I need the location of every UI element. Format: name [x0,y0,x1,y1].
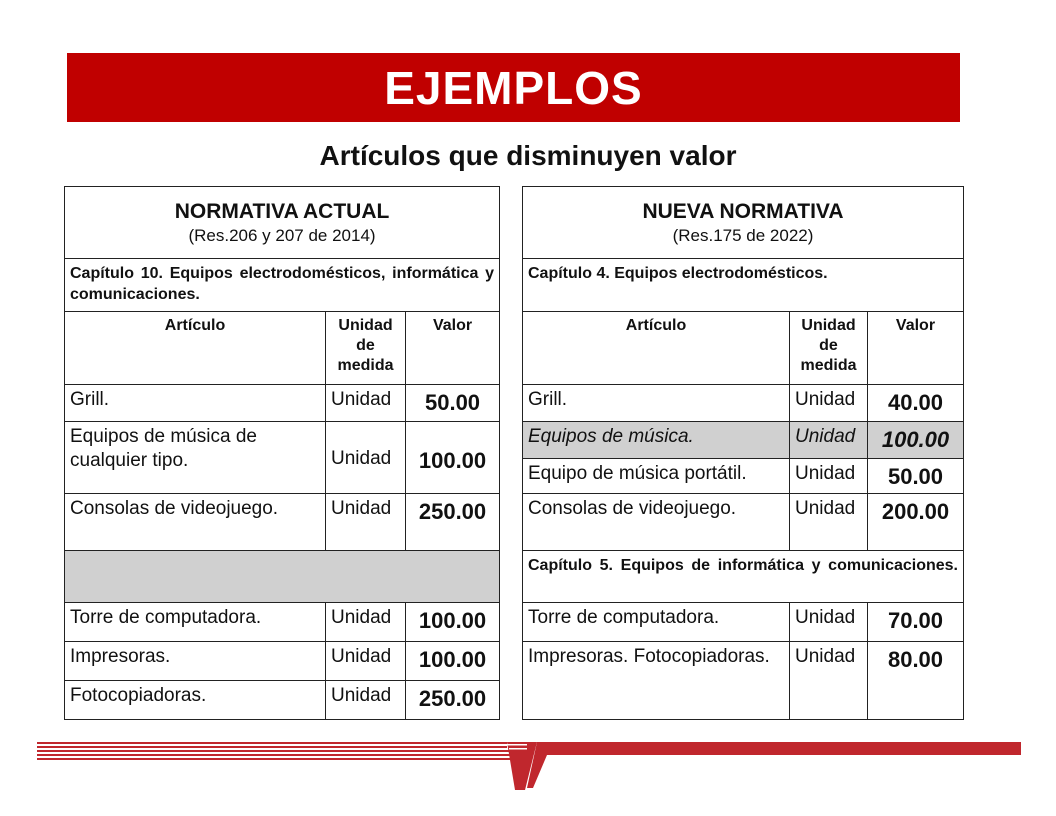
col-articulo: Artículo [523,312,790,385]
cell-valor: 250.00 [406,681,500,720]
table-header [65,187,500,259]
cell-valor: 100.00 [406,422,500,494]
page-subtitle: Artículos que disminuyen valor [319,140,737,171]
table-row [523,385,964,422]
table-resolution: (Res.206 y 207 de 2014) [188,225,376,245]
chapter-heading: Capítulo 10. Equipos electrodomésticos, informática y comunicaciones. [65,259,500,312]
col-valor: Valor [406,312,500,385]
col-unidad: Unidad de medida [790,312,868,385]
cell-unidad: Unidad [326,494,406,551]
cell-articulo: Impresoras. [65,642,326,681]
cell-articulo: Equipos de música. [523,422,790,459]
cell-valor: 200.00 [868,494,964,551]
table-row [65,385,500,422]
cell-unidad: Unidad [326,642,406,681]
cell-unidad: Unidad [790,642,868,720]
col-unidad: Unidad de medida [326,312,406,385]
cell-articulo: Grill. [523,385,790,422]
table-row-highlighted [523,422,964,459]
cell-valor: 100.00 [868,422,964,459]
table-title: NORMATIVA ACTUAL [174,199,390,223]
table-row [65,642,500,681]
cell-valor: 50.00 [868,459,964,494]
cell-unidad: Unidad [326,422,406,494]
footer-stripes-decoration [37,742,1021,792]
table-row [65,494,500,551]
table-normativa-actual [64,186,500,720]
cell-valor: 100.00 [406,603,500,642]
table-row [523,642,964,720]
table-row [65,681,500,720]
cell-unidad: Unidad [326,681,406,720]
cell-articulo: Equipos de música de cualquier tipo. [65,422,326,494]
cell-articulo: Grill. [65,385,326,422]
table-header [523,187,964,259]
table-row [523,494,964,551]
cell-unidad: Unidad [790,459,868,494]
col-valor: Valor [868,312,964,385]
cell-unidad: Unidad [790,494,868,551]
cell-articulo: Fotocopiadoras. [65,681,326,720]
chapter-heading-2: Capítulo 5. Equipos de informática y comunicaciones. [523,551,964,603]
cell-articulo: Consolas de videojuego. [65,494,326,551]
cell-valor: 100.00 [406,642,500,681]
table-row [65,603,500,642]
cell-valor: 250.00 [406,494,500,551]
chapter-heading: Capítulo 4. Equipos electrodomésticos. [523,259,964,312]
table-row [523,603,964,642]
cell-articulo: Consolas de videojuego. [523,494,790,551]
cell-valor: 80.00 [868,642,964,720]
cell-articulo: Impresoras. Fotocopiadoras. [523,642,790,720]
banner-title: EJEMPLOS [384,61,643,114]
title-banner [67,53,960,122]
table-row [65,422,500,494]
cell-unidad: Unidad [790,385,868,422]
cell-articulo: Torre de computadora. [523,603,790,642]
table-row [523,459,964,494]
cell-unidad: Unidad [326,603,406,642]
cell-valor: 40.00 [868,385,964,422]
col-articulo: Artículo [65,312,326,385]
table-title: NUEVA NORMATIVA [642,199,844,223]
table-resolution: (Res.175 de 2022) [672,225,814,245]
cell-valor: 70.00 [868,603,964,642]
cell-articulo: Torre de computadora. [65,603,326,642]
empty-gray-row [65,551,500,603]
cell-articulo: Equipo de música portátil. [523,459,790,494]
table-nueva-normativa [522,186,964,720]
cell-unidad: Unidad [790,422,868,459]
cell-unidad: Unidad [326,385,406,422]
cell-valor: 50.00 [406,385,500,422]
cell-unidad: Unidad [790,603,868,642]
